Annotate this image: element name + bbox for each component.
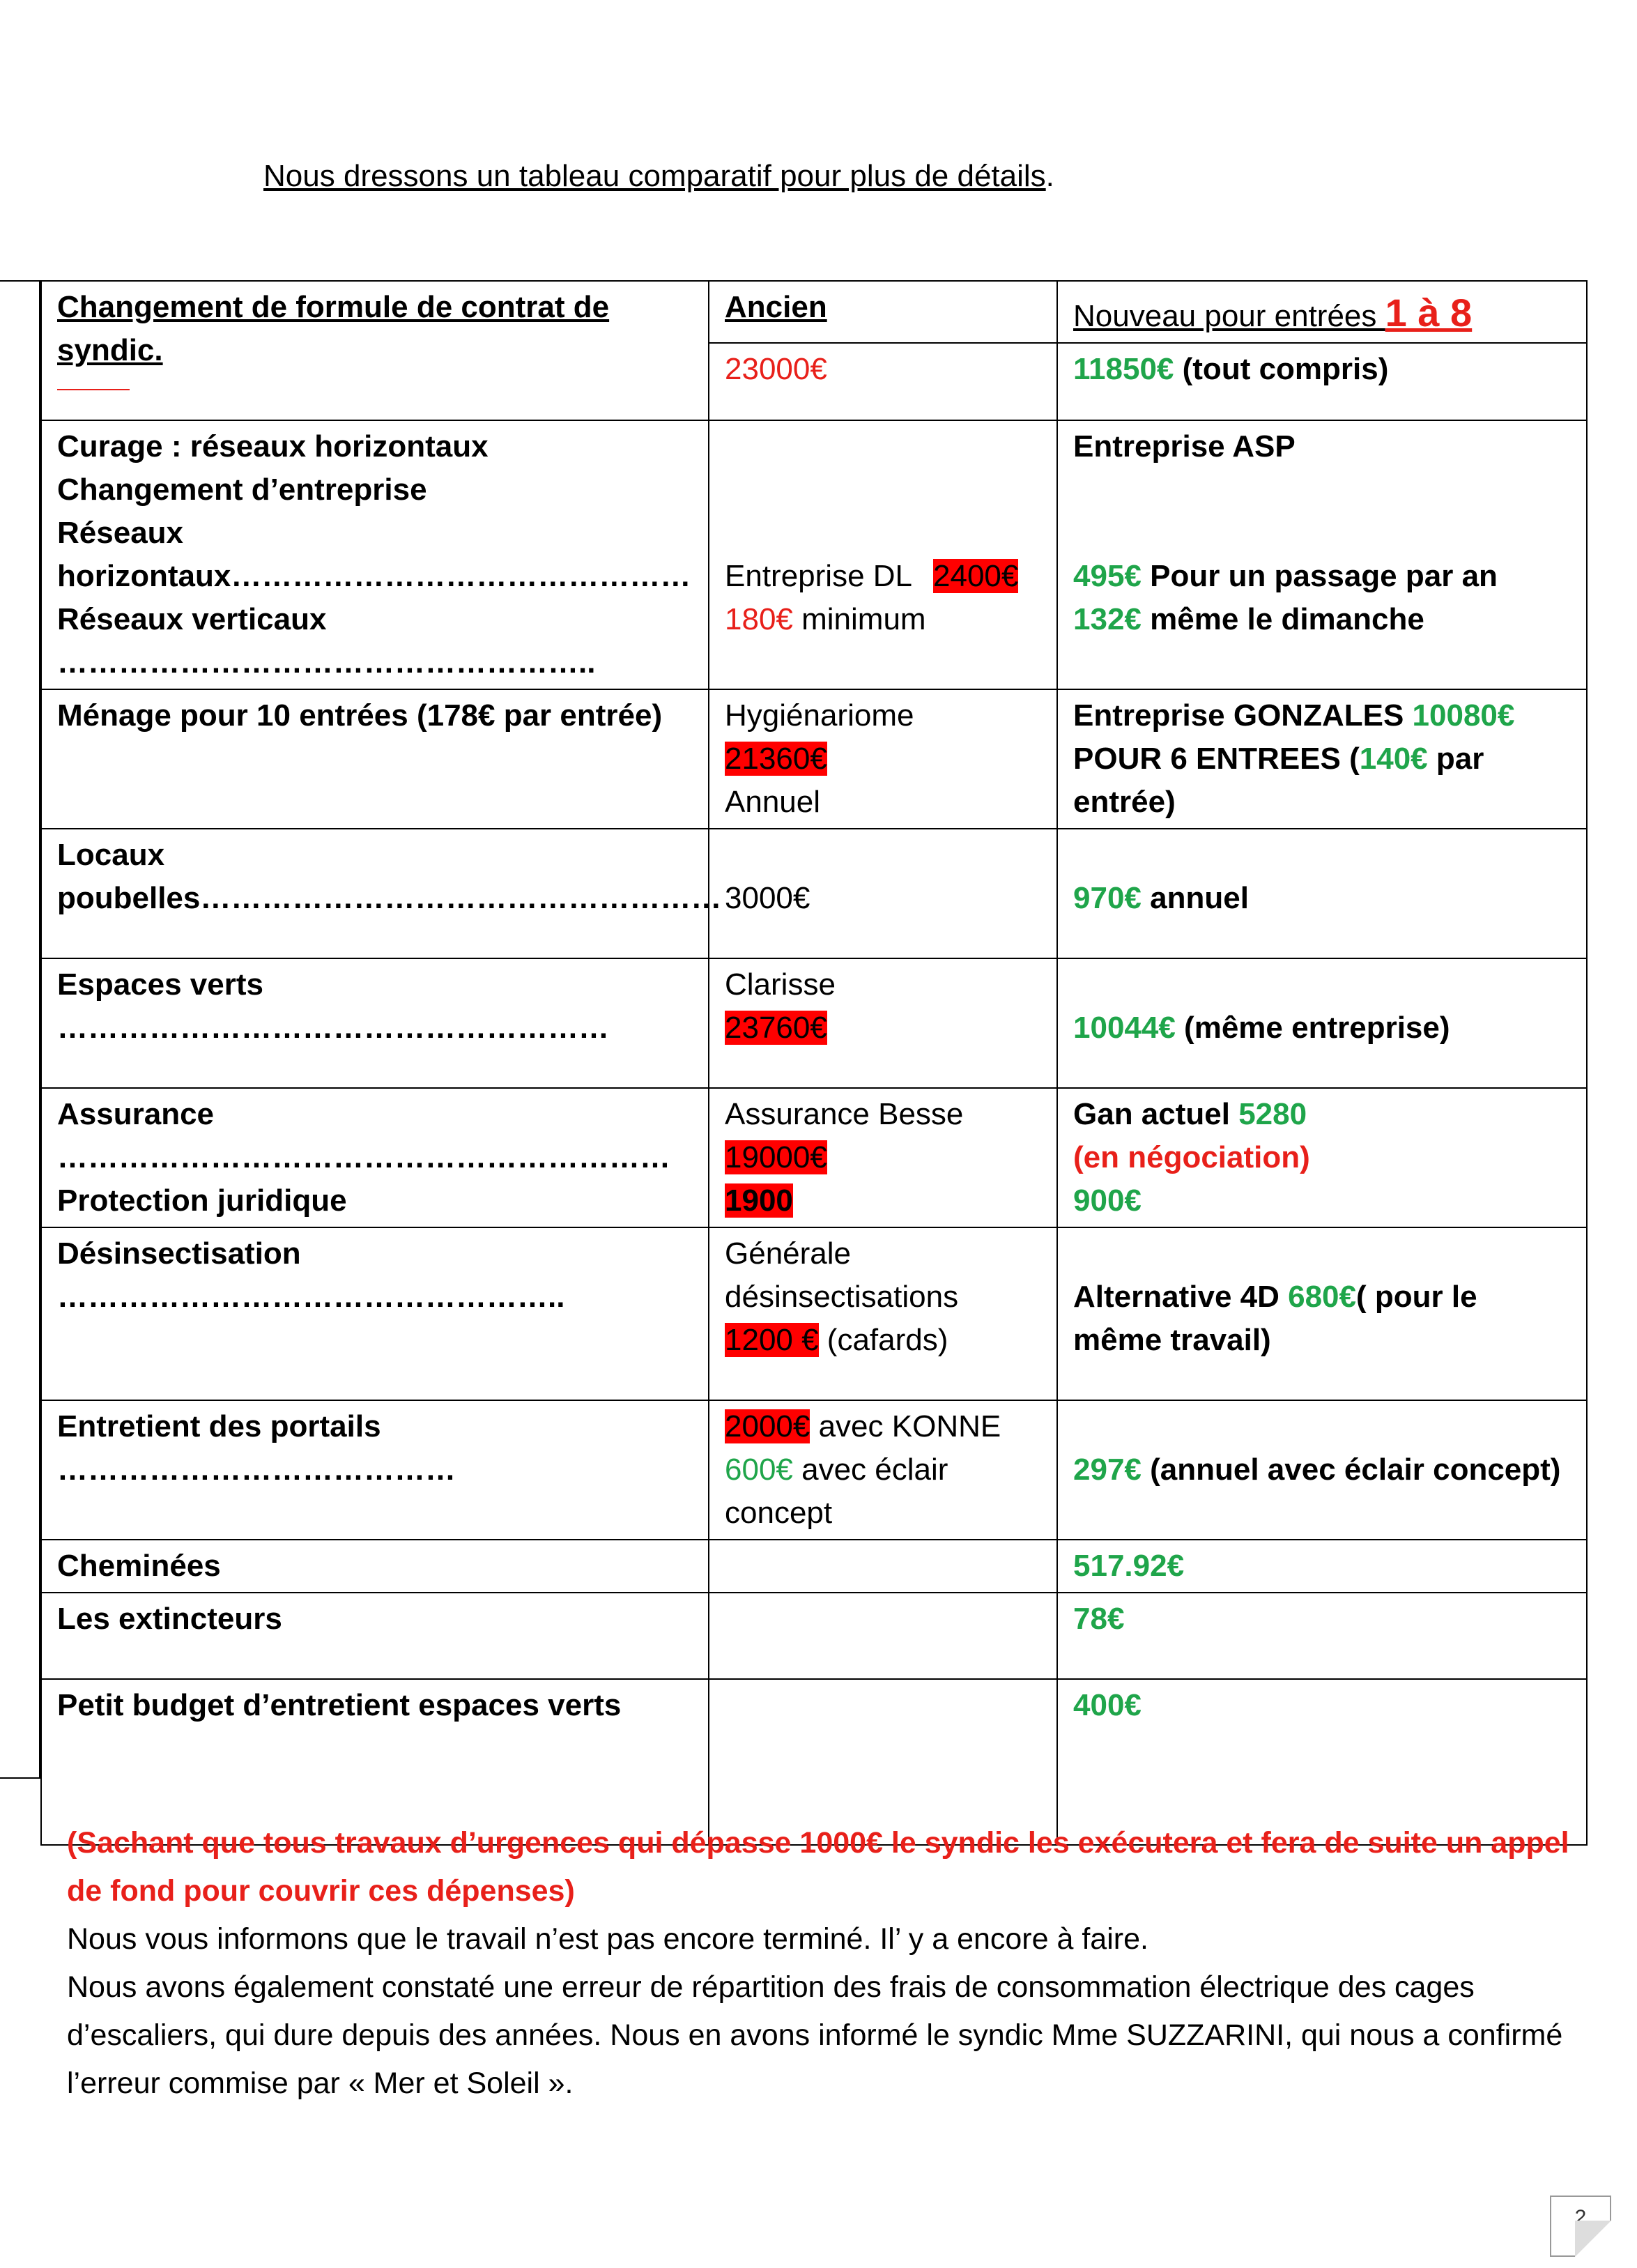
desinsect-new-a: Alternative 4D — [1073, 1280, 1289, 1314]
header-nouveau-range: 1 à 8 — [1385, 291, 1473, 335]
extincteurs-label: Les extincteurs — [57, 1602, 282, 1636]
curage-new-v-price: 132€ — [1073, 602, 1142, 636]
portails-new-text: (annuel avec éclair concept) — [1141, 1453, 1561, 1487]
curage-old-company: Entreprise DL — [725, 559, 913, 593]
desinsect-old-cell — [709, 1227, 1057, 1400]
curage-new-h-text: Pour un passage par an — [1141, 559, 1498, 593]
curage-old-vert-price: 180€ — [725, 602, 793, 636]
curage-new-cell — [1057, 420, 1587, 689]
assurance-old-pj: 1900 — [725, 1183, 793, 1218]
portails-label-cell — [41, 1400, 709, 1540]
table-row — [41, 689, 1587, 829]
desinsect-l1: Désinsectisation — [57, 1236, 301, 1271]
header-ancien-cell — [709, 281, 1057, 343]
header-subject: Changement de formule de contrat de syndic. — [57, 290, 610, 367]
assurance-new-pj: 900€ — [1073, 1183, 1142, 1218]
portails-old-suffix: avec KONNE — [810, 1409, 1001, 1443]
header-nouveau-cell — [1057, 281, 1587, 343]
table-row — [41, 1400, 1587, 1540]
curage-l5: Réseaux verticaux — [57, 602, 327, 636]
assurance-new-price: 5280 — [1238, 1097, 1307, 1131]
cheminees-label: Cheminées — [57, 1549, 221, 1583]
assurance-l1: Assurance — [57, 1097, 215, 1131]
desinsect-old-price: 1200 € — [725, 1323, 819, 1357]
espaces-new-price: 10044€ — [1073, 1011, 1176, 1045]
curage-new-company: Entreprise ASP — [1073, 429, 1296, 463]
espaces-l2: ……………………………………………… — [57, 1011, 609, 1045]
cheminees-new-price: 517.92€ — [1073, 1549, 1185, 1583]
espaces-l1: Espaces verts — [57, 967, 263, 1002]
locaux-new-price: 970€ — [1073, 881, 1142, 915]
desinsect-new-b: ( pour le — [1356, 1280, 1477, 1314]
menage-old-price: 21360€ — [725, 742, 827, 776]
menage-label-cell — [41, 689, 709, 829]
footer-p1: Nous vous informons que le travail n’est pas encore terminé. Il’ y a encore à faire. — [67, 1922, 1148, 1956]
espaces-new-cell — [1057, 958, 1587, 1088]
portails-old-price: 2000€ — [725, 1409, 810, 1443]
curage-label-cell — [41, 420, 709, 689]
portails-old-suffix2: avec éclair — [792, 1453, 948, 1487]
desinsect-old-suffix: (cafards) — [818, 1323, 948, 1357]
assurance-l2: …………………………………………………… — [57, 1140, 670, 1174]
desinsect-new-cell — [1057, 1227, 1587, 1400]
table-row — [41, 1593, 1587, 1679]
portails-l1: Entretient des portails — [57, 1409, 381, 1443]
espaces-new-text: (même entreprise) — [1175, 1011, 1450, 1045]
desinsect-new-c: même travail) — [1073, 1323, 1271, 1357]
menage-new-company: Entreprise GONZALES — [1073, 698, 1413, 733]
menage-old-cell — [709, 689, 1057, 829]
cheminees-label-cell — [41, 1540, 709, 1593]
table-row — [41, 1227, 1587, 1400]
curage-old-cell — [709, 420, 1057, 689]
assurance-new-l1: Gan actuel — [1073, 1097, 1239, 1131]
assurance-old-company: Assurance Besse — [725, 1097, 964, 1131]
curage-old-price: 2400€ — [933, 559, 1019, 593]
locaux-label-cell — [41, 829, 722, 958]
locaux-l2: poubelles…………………………………………… — [57, 881, 722, 915]
locaux-new-text: annuel — [1141, 881, 1249, 915]
cheminees-old-cell — [709, 1540, 1057, 1593]
table-header-row — [41, 281, 1587, 343]
portails-old-l3: concept — [725, 1496, 833, 1530]
ancien-price: 23000€ — [725, 352, 827, 387]
curage-new-v-text: même le dimanche — [1141, 602, 1424, 636]
table-row — [41, 420, 1587, 689]
comparison-table — [40, 280, 1588, 1846]
assurance-label-cell — [41, 1088, 709, 1227]
extincteurs-new-price: 78€ — [1073, 1602, 1125, 1636]
portails-l2: ………………………………… — [57, 1453, 456, 1487]
portails-old-price2: 600€ — [725, 1453, 793, 1487]
header-ancien: Ancien — [725, 290, 827, 324]
extincteurs-label-cell — [41, 1593, 709, 1679]
curage-new-h-price: 495€ — [1073, 559, 1142, 593]
page-number — [1550, 2196, 1611, 2257]
header-subject-cell — [41, 281, 709, 420]
red-underline-mark — [57, 389, 130, 390]
espaces-old-company: Clarisse — [725, 967, 836, 1002]
assurance-new-nego: (en négociation) — [1073, 1140, 1310, 1174]
menage-new-l2-price: 140€ — [1359, 742, 1428, 776]
table-row — [41, 1088, 1587, 1227]
table-row — [41, 958, 1587, 1088]
extincteurs-old-cell — [709, 1593, 1057, 1679]
portails-new-price: 297€ — [1073, 1453, 1142, 1487]
nouveau-price-cell — [1057, 343, 1587, 420]
curage-l1: Curage : réseaux horizontaux — [57, 429, 489, 463]
curage-l6: …………………………………………….. — [57, 645, 596, 680]
desinsect-new-price: 680€ — [1288, 1280, 1356, 1314]
header-nouveau-prefix: Nouveau pour entrées — [1073, 299, 1385, 334]
curage-l4: horizontaux……………………………………… — [57, 559, 691, 593]
desinsect-old-l1: Générale — [725, 1236, 852, 1271]
espaces-label-cell — [41, 958, 709, 1088]
petit-budget-label: Petit budget d’entretient espaces verts — [57, 1688, 622, 1722]
menage-label: Ménage pour 10 entrées (178€ par entrée) — [57, 698, 663, 733]
portails-old-cell — [709, 1400, 1057, 1540]
menage-new-l2b: par — [1427, 742, 1484, 776]
desinsect-old-l2: désinsectisations — [725, 1280, 959, 1314]
page-number-text: 2 — [1574, 2206, 1587, 2229]
assurance-old-cell — [709, 1088, 1057, 1227]
cheminees-new-cell — [1057, 1540, 1587, 1593]
desinsect-label-cell — [41, 1227, 709, 1400]
portails-new-cell — [1057, 1400, 1587, 1540]
locaux-old-price: 3000€ — [725, 881, 810, 915]
desinsect-l2: ………………………………………….. — [57, 1280, 565, 1314]
assurance-old-price: 19000€ — [725, 1140, 827, 1174]
menage-new-l3: entrée) — [1073, 785, 1176, 819]
menage-old-period: Annuel — [725, 785, 821, 819]
curage-old-vert-suffix: minimum — [792, 602, 926, 636]
espaces-old-price: 23760€ — [725, 1011, 827, 1045]
locaux-new-cell — [1057, 829, 1587, 958]
locaux-l1: Locaux — [57, 838, 165, 872]
menage-new-price: 10080€ — [1412, 698, 1515, 733]
table-row — [41, 1540, 1587, 1593]
curage-l3: Réseaux — [57, 516, 184, 550]
curage-l2: Changement d’entreprise — [57, 473, 427, 507]
assurance-l3: Protection juridique — [57, 1183, 347, 1218]
footer-p2: Nous avons également constaté une erreur de répartition des frais de consommation électrique des cages d’escaliers, qui dure depuis des années. Nous en avons informé le syndic Mme SUZZARINI, qui nous a confirmé l’erreur commise par « Mer et Soleil ». — [67, 1970, 1563, 2100]
nouveau-price: 11850€ — [1073, 352, 1174, 387]
assurance-new-cell — [1057, 1088, 1587, 1227]
nouveau-price-suffix: (tout compris) — [1174, 352, 1389, 387]
left-margin-column — [0, 280, 40, 1779]
footer-warning: (Sachant que tous travaux d’urgences qui dépasse 1000€ le syndic les exécutera et fera de suite un appel de fond pour couvrir ces dépenses) — [67, 1826, 1569, 1908]
intro-text: Nous dressons un tableau comparatif pour plus de détails. — [263, 159, 1054, 193]
footer-notes — [67, 1819, 1572, 2108]
petit-budget-new-price: 400€ — [1073, 1688, 1142, 1722]
menage-new-l2a: POUR 6 ENTREES ( — [1073, 742, 1360, 776]
table-row — [41, 829, 1587, 958]
menage-old-company: Hygiénariome — [725, 698, 914, 733]
espaces-old-cell — [709, 958, 1057, 1088]
menage-new-cell — [1057, 689, 1587, 829]
extincteurs-new-cell — [1057, 1593, 1587, 1679]
ancien-price-cell — [709, 343, 1057, 420]
locaux-old-cell — [709, 829, 1057, 958]
